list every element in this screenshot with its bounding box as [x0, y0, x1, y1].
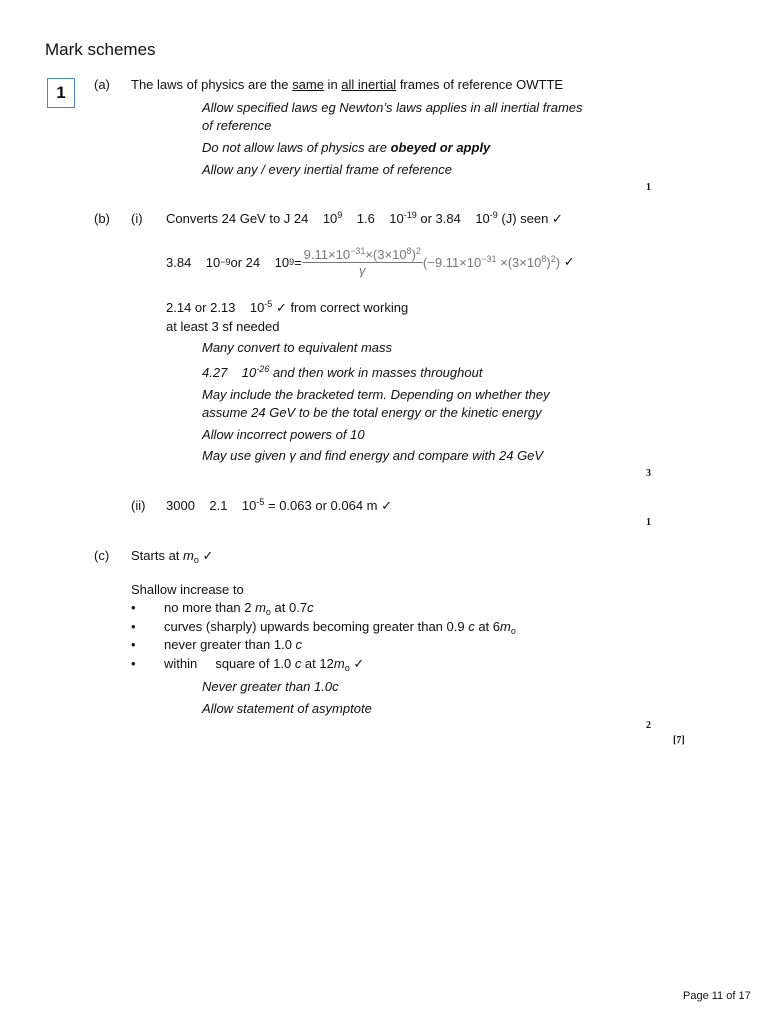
part-b-label: (b): [94, 211, 110, 226]
part-a-label: (a): [94, 77, 110, 92]
part-b-i-note3-line1: May include the bracketed term. Depending on whether they: [202, 387, 550, 402]
part-b-i-result: 2.14 or 2.13 $10^{-5}$ ✓ from correct working: [166, 299, 409, 315]
part-b-i-note3-line2: assume 24 GeV to be the total energy or the kinetic energy: [202, 405, 542, 420]
part-b-i-equation: 3.84 10 −9 or 24 10 9 = $\frac{9.11\times 10^{-31}\times(3\times 10^8)^2}{\gamma}$ $(-9.11\times 10^{-31} \times(3\times 10^8)^2)$ ✓: [166, 245, 575, 278]
bullet-3: •: [131, 637, 136, 652]
part-a-marks: 1: [646, 182, 651, 193]
rest-energy-bracket: $(-9.11\times 10^{-31} \times(3\times 10^8)^2)$: [422, 253, 561, 270]
question-number-box: 1: [47, 78, 75, 108]
part-c-note1: Never greater than 1.0c: [202, 679, 339, 694]
part-c-starts: Starts at $m_o$ ✓: [131, 548, 214, 565]
part-b-i-note2: 4.27 $10^{-26}$ and then work in masses throughout: [202, 364, 483, 380]
part-a-note-line1: Allow specified laws eg Newton’s laws applies in all inertial frames: [202, 100, 583, 115]
part-c-point4: within square of 1.0 c at $12m_o$ ✓: [164, 656, 365, 673]
part-c-point1: no more than 2 $m_o$ at 0.7c: [164, 600, 314, 617]
page-number: Page 11 of 17: [683, 990, 751, 1002]
bullet-1: •: [131, 600, 136, 615]
part-c-label: (c): [94, 548, 110, 563]
part-c-marks: 2: [646, 720, 651, 731]
energy-fraction: $\frac{9.11\times 10^{-31}\times(3\times 10^8)^2}{\gamma}$: [303, 245, 421, 278]
part-b-i-conversion: Converts 24 GeV to J 24 $10^9$ 1.6 $10^{-19}$ or 3.84 $10^{-9}$ (J) seen ✓: [166, 210, 563, 226]
part-a-note3: Allow any / every inertial frame of reference: [202, 162, 452, 177]
part-b-ii-label: (ii): [131, 498, 146, 513]
part-c-point3: never greater than 1.0 c: [164, 637, 303, 652]
part-a-note-line2: of reference: [202, 118, 272, 133]
part-b-i-note1: Many convert to equivalent mass: [202, 340, 393, 355]
part-b-i-label: (i): [131, 211, 143, 226]
part-c-point2: curves (sharply) upwards becoming greater than 0.9 c at $6m_o$: [164, 619, 516, 636]
part-b-ii-marks: 1: [646, 517, 651, 528]
part-c-note2: Allow statement of asymptote: [202, 701, 372, 716]
question-total-marks: [7]: [673, 735, 685, 746]
part-b-i-note5: May use given γ and find energy and compare with 24 GeV: [202, 448, 544, 463]
part-a-statement: The laws of physics are the same in all inertial frames of reference OWTTE: [131, 77, 564, 92]
part-b-ii-answer: 3000 2.1 $10^{-5} = 0.063$ or 0.064 m ✓: [166, 497, 392, 513]
bullet-2: •: [131, 619, 136, 634]
part-b-i-marks: 3: [646, 468, 651, 479]
page-heading: Mark schemes: [45, 40, 156, 59]
part-b-i-note4: Allow incorrect powers of 10: [202, 427, 365, 442]
part-b-i-sf-note: at least 3 sf needed: [166, 319, 280, 334]
part-c-shallow: Shallow increase to: [131, 582, 244, 597]
equation-tick: ✓: [563, 254, 575, 269]
part-a-note2: Do not allow laws of physics are obeyed or apply: [202, 140, 491, 155]
bullet-4: •: [131, 656, 136, 671]
